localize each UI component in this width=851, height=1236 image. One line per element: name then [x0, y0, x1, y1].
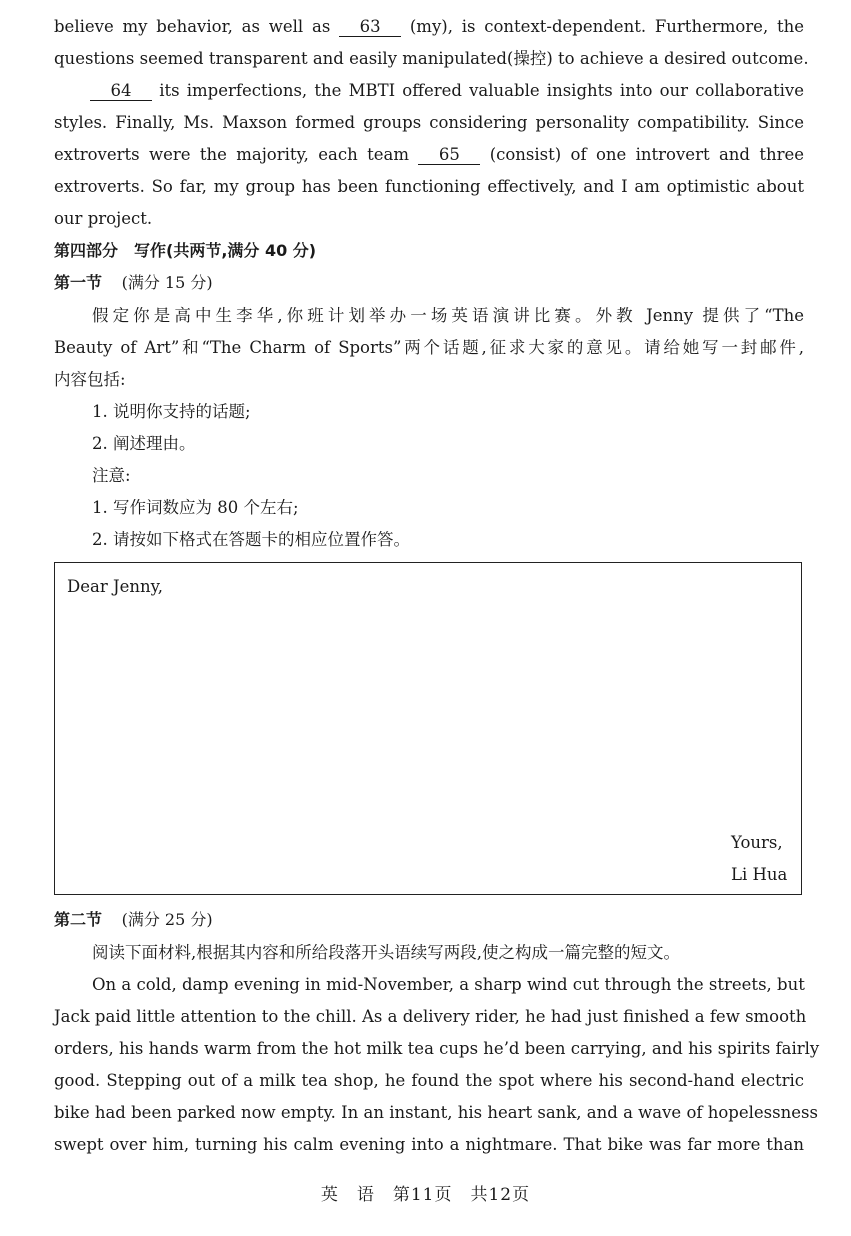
- section1-point-1: 1. 说明你支持的话题;: [92, 402, 251, 421]
- story-line-1: On a cold, damp evening in mid-November, a sharp wind cut through the streets, but: [92, 975, 805, 994]
- letter-greeting: Dear Jenny,: [67, 577, 163, 596]
- section1-note-2: 2. 请按如下格式在答题卡的相应位置作答。: [92, 530, 410, 549]
- section1-prompt-line-3: 内容包括:: [54, 370, 126, 389]
- section1-heading: 第一节 (满分 15 分): [54, 273, 213, 292]
- blank-63: 63: [339, 18, 401, 37]
- passage-line-4: styles. Finally, Ms. Maxson formed groups considering personality compatibility. Since: [54, 113, 804, 132]
- passage-line-5: extroverts were the majority, each team 65 (consist) of one introvert and three: [54, 145, 804, 164]
- blank-65: 65: [418, 146, 480, 165]
- section1-prompt-line-1: 假定你是高中生李华,你班计划举办一场英语演讲比赛。外教 Jenny 提供了“The: [92, 306, 804, 325]
- section1-note-1: 1. 写作词数应为 80 个左右;: [92, 498, 299, 517]
- passage-line-2: questions seemed transparent and easily manipulated(操控) to achieve a desired outcome.: [54, 49, 809, 68]
- story-line-4: good. Stepping out of a milk tea shop, he found the spot where his second-hand electric: [54, 1071, 804, 1090]
- part4-title: 第四部分 写作(共两节,满分 40 分): [54, 241, 317, 260]
- section2-instruction: 阅读下面材料,根据其内容和所给段落开头语续写两段,使之构成一篇完整的短文。: [92, 943, 680, 962]
- section1-point-2: 2. 阐述理由。: [92, 434, 196, 453]
- story-line-6: swept over him, turning his calm evening into a nightmare. That bike was far more than: [54, 1135, 804, 1154]
- letter-closing: Yours,: [731, 833, 783, 852]
- story-line-3: orders, his hands warm from the hot milk tea cups he’d been carrying, and his spirits fairly: [54, 1039, 820, 1058]
- passage-line-6: extroverts. So far, my group has been functioning effectively, and I am optimistic about: [54, 177, 804, 196]
- story-line-5: bike had been parked now empty. In an instant, his heart sank, and a wave of hopelessness: [54, 1103, 818, 1122]
- letter-signature: Li Hua: [731, 865, 788, 884]
- passage-line-7: our project.: [54, 209, 153, 228]
- section2-heading: 第二节 (满分 25 分): [54, 910, 213, 929]
- blank-64: 64: [90, 82, 152, 101]
- passage-line-1: believe my behavior, as well as 63 (my), is context-dependent. Furthermore, the: [54, 17, 804, 36]
- section1-prompt-line-2: Beauty of Art”和“The Charm of Sports”两个话题,征求大家的意见。请给她写一封邮件,: [54, 338, 804, 357]
- passage-line-3: 64 its imperfections, the MBTI offered valuable insights into our collaborative: [54, 81, 804, 101]
- letter-answer-box[interactable]: [54, 562, 802, 895]
- section1-note-title: 注意:: [92, 466, 131, 485]
- page-footer: 英 语 第11页 共12页: [320, 1185, 531, 1205]
- story-line-2: Jack paid little attention to the chill. As a delivery rider, he had just finished a few smooth: [54, 1007, 807, 1026]
